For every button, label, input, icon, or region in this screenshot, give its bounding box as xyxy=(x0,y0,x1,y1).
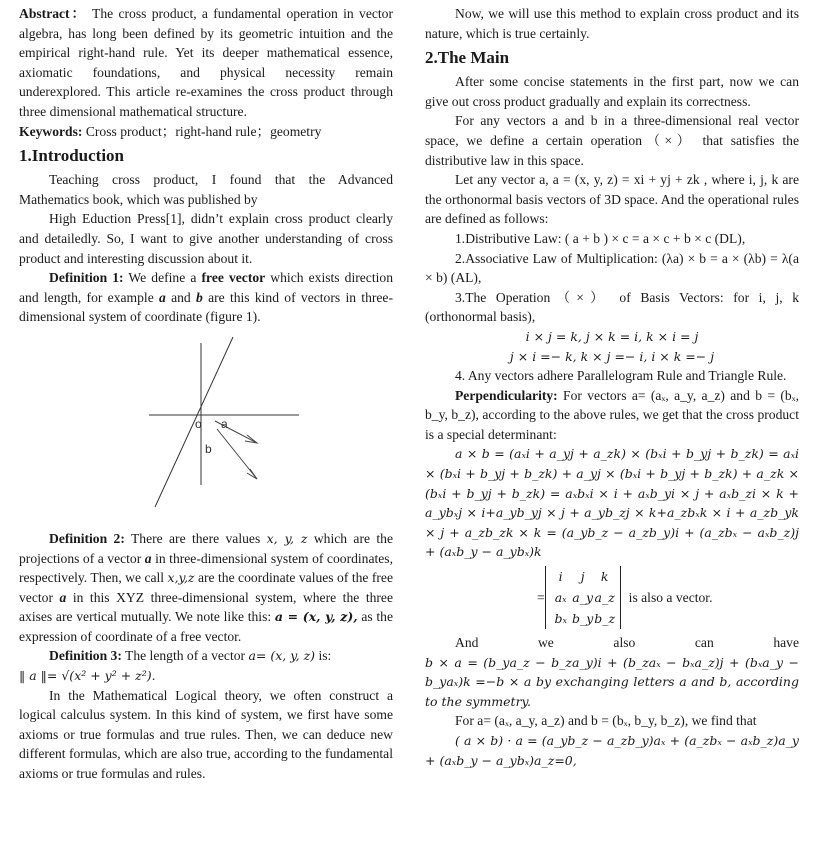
rule-distributive: 1.Distributive Law: ( a + b ) × c = a × c + b × c (DL), xyxy=(455,230,746,246)
abstract xyxy=(19,4,393,122)
definition-3-label: Definition 3: xyxy=(49,648,122,664)
def2-xyz-1: x, y, z xyxy=(266,530,308,546)
matrix-cell: j xyxy=(580,569,585,585)
right-column xyxy=(425,4,799,770)
def1-text-c: are this kind of vectors in three-dimensional system of coordinate (figure 1). xyxy=(19,289,393,325)
def2-xyz-2: x,y,z xyxy=(167,570,195,586)
keywords xyxy=(19,122,393,142)
def2-text-c: in three-dimensional system of coordinates, respectively. Then, we call xyxy=(19,550,393,586)
def3-text-a: The length of a vector xyxy=(121,648,249,664)
rule-basis-operation: 3.The Operation（×） of Basis Vectors: for i, j, k (orthonormal basis), xyxy=(425,289,799,325)
keywords-text: Cross product；right-hand rule；geometry xyxy=(82,123,322,139)
def2-formula: a = (x, y, z), xyxy=(274,609,358,625)
def1-vector-b: b xyxy=(196,289,203,305)
abstract-label: Abstract： xyxy=(19,6,87,21)
length-formula: ‖ a ‖= √(x² + y² + z²). xyxy=(19,668,156,684)
definition-1 xyxy=(19,268,393,327)
definition-2 xyxy=(19,529,393,647)
logic-paragraph: In the Mathematical Logical theory, we often construct a logical calculus system. In this kind of system, we first have some axioms or true formulas and true rules. Then, we can deduce new different formulas, which are also true, according to the fundamental axioms or true formulas and rules. xyxy=(19,687,393,782)
def2-vector-a-2: a xyxy=(59,589,67,605)
figure-label-b: b xyxy=(205,441,212,456)
matrix-cell: a_z xyxy=(594,590,615,606)
also-word: And xyxy=(455,635,479,651)
determinant-matrix xyxy=(545,566,621,629)
intro-continuation: Now, we will use this method to explain cross product and its nature, which is true certainly. xyxy=(425,6,799,41)
def2-text-b: which are the projections of a vector xyxy=(19,530,393,566)
matrix-cell: bₓ xyxy=(554,611,567,627)
left-column xyxy=(19,4,393,784)
matrix-cell: i xyxy=(558,569,563,585)
intro-heading: 1.Introduction xyxy=(19,146,125,166)
main-paragraph-1: After some concise statements in the first part, now we can give out cross product gradually and explain its correctness. xyxy=(425,74,799,109)
for-paragraph: For a= (aₓ, a_y, a_z) and b = (bₓ, b_y, b_z), we find that xyxy=(455,713,757,729)
keywords-label: Keywords: xyxy=(19,123,83,139)
vector-b-arrowhead xyxy=(247,469,257,479)
vector-b-line xyxy=(217,429,257,479)
def2-text-f: as the expression of coordinate of a free vector. xyxy=(19,609,393,644)
def2-vector-a: a xyxy=(144,550,152,566)
figure-label-o: o xyxy=(195,416,202,431)
matrix-equals: = xyxy=(537,589,545,605)
def1-vector-a: a xyxy=(159,289,166,305)
def1-text-b: which exists direction and length, for example xyxy=(19,270,393,305)
def3-vector: a= (x, y, z) xyxy=(248,648,316,664)
perpendicularity xyxy=(425,386,799,445)
matrix-cell: a_y xyxy=(572,590,594,606)
determinant-expansion: a × b = (aₓi + a_yj + a_zk) × (bₓi + b_yj + b_zk) = aₓi × (bₓi + b_yj + b_zk) + a_yj × (bₓi + b_yj + b_zk) + a_zk × (bₓi + b_yj + b_zk) = aₓbₓi × i + aₓb_yi × j + aₓb_zi × k + a_ybₓj × i+a_yb_yj × j + a_yb_zj × k+a_zbₓk × i + a_zb_yk × j + a_zb_zk × k = (a_yb_z − a_zb_y)i + (a_zbₓ − aₓb_z)j + (aₓb_y − a_ybₓ)k xyxy=(425,446,799,560)
main-paragraph-3: Let any vector a, a = (x, y, z) = xi + yj + zk , where i, j, k are the orthonormal basis vectors of 3D space. And the operational rules are defined as follows: xyxy=(425,172,799,227)
def1-text-a: We define a xyxy=(123,270,202,286)
perpendicularity-label: Perpendicularity: xyxy=(455,387,558,403)
rule-associative: 2.Associative Law of Multiplication: (λa) × b = a × (λb) = λ(a × b) (AL), xyxy=(425,250,799,286)
def1-free-vector: free vector xyxy=(201,270,266,286)
basis-equations-2: j × i =− k, k × j =− i, i × k =− j xyxy=(509,348,715,364)
matrix-tail-text: is also a vector. xyxy=(628,589,713,605)
matrix-cell: aₓ xyxy=(554,590,567,606)
also-word: also xyxy=(613,635,636,651)
main-heading: 2.The Main xyxy=(425,48,510,68)
intro-paragraph-1: Teaching cross product, I found that the Advanced Mathematics book, which was published by xyxy=(19,172,393,207)
vector-a-arrowhead xyxy=(245,435,257,443)
matrix-cell: b_y xyxy=(572,611,594,627)
dot-product-formula: ( a × b) · a = (a_yb_z − a_zb_y)aₓ + (a_zbₓ − aₓb_z)a_y + (aₓb_y − a_ybₓ)a_z=0, xyxy=(425,733,799,768)
also-word: can xyxy=(694,635,714,651)
basis-equations-1: i × j = k, j × k = i, k × i = j xyxy=(525,328,699,344)
figure-1 xyxy=(19,335,393,517)
perpendicularity-text: For vectors a= (aₓ, a_y, a_z) and b = (bₓ, b_y, b_z), according to the above rules, we get that the cross product is a special determinant: xyxy=(425,387,799,442)
def2-text-d: are the coordinate values of the free vector xyxy=(19,570,393,605)
def2-text-e: in this XYZ three-dimensional system, where the three axises are vertical mutually. We note like this: xyxy=(19,589,393,625)
matrix-cell: b_z xyxy=(594,611,616,627)
rule-parallelogram: 4. Any vectors adhere Parallelogram Rule and Triangle Rule. xyxy=(455,368,787,384)
also-word: we xyxy=(537,635,554,651)
def2-text-a: There are there values xyxy=(124,530,267,546)
definition-1-label: Definition 1: xyxy=(49,270,124,286)
main-paragraph-2: For any vectors a and b in a three-dimensional real vector space, we define a certain operation（×） that satisfies the distributive law in this space. xyxy=(425,113,799,168)
b-cross-a-formula: b × a = (b_ya_z − b_za_y)i + (b_zaₓ − bₓa_z)j + (bₓa_y − b_yaₓ)k =−b × a by exchanging letters a and b, according to the symmetry. xyxy=(425,654,799,709)
figure-label-a: a xyxy=(221,416,228,431)
abstract-text: The cross product, a fundamental operation in vector algebra, has long been defined by its geometric intuition and the empirical right-hand rule. Yet its deeper mathematical essence, axiomatic foundations, and physical necessity remain underexplored. This article re-examines the cross product through three dimensional mathematical structure. xyxy=(19,6,393,119)
determinant-matrix-row xyxy=(537,566,799,629)
def1-and: and xyxy=(165,289,196,305)
matrix-cell: k xyxy=(600,569,609,585)
definition-3 xyxy=(19,646,393,666)
also-word: have xyxy=(773,635,799,651)
def3-is: is: xyxy=(315,648,332,664)
intro-paragraph-2: High Eduction Press[1], didn’t explain cross product clearly and detailedly. So, I want to give another understanding of cross product and interesting discussion about it. xyxy=(19,211,393,266)
also-line xyxy=(425,633,799,653)
definition-2-label: Definition 2: xyxy=(49,530,125,546)
